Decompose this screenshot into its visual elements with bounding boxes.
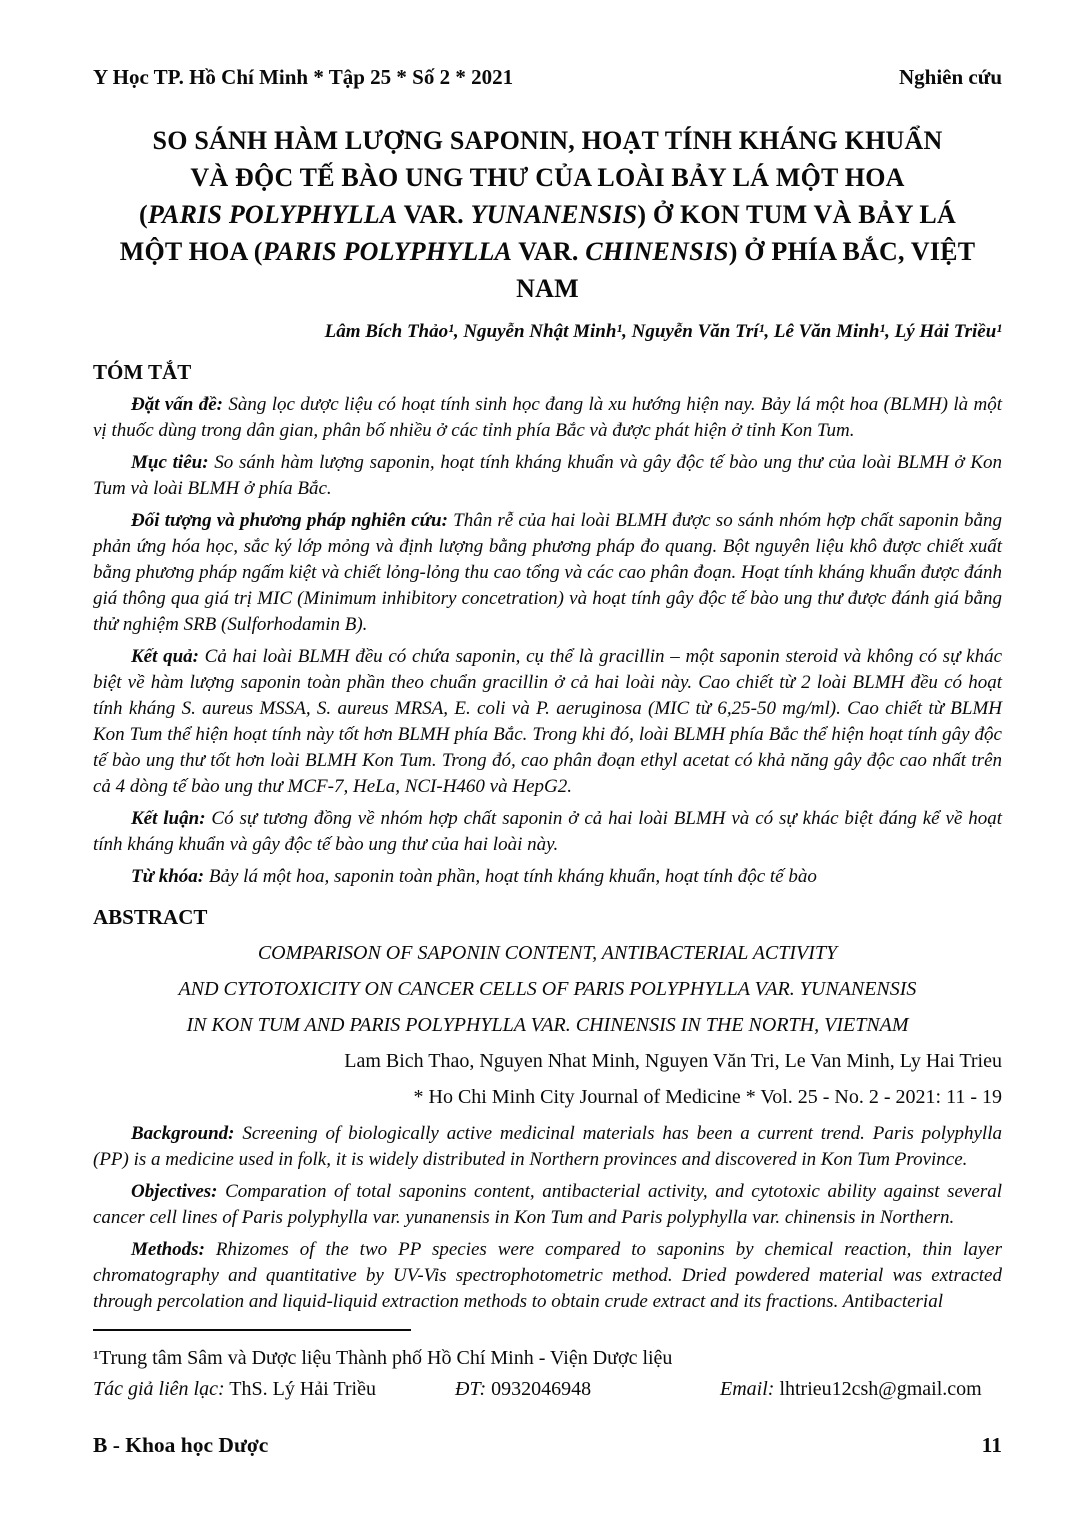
- authors-vietnamese: Lâm Bích Thảo¹, Nguyễn Nhật Minh¹, Nguyễn Văn Trí¹, Lê Văn Minh¹, Lý Hải Triều¹: [324, 321, 1002, 342]
- abstract-en-paragraph: Objectives: Comparation of total saponins content, antibacterial activity, and cytotoxic ability against several cancer cell lines of Paris polyphylla var. yunanensis in Kon Tum and Paris polyphylla var. chinensis in Northern.: [93, 1181, 1002, 1228]
- journal-citation-line: * Ho Chi Minh City Journal of Medicine * Vol. 25 - No. 2 - 2021: 11 - 19: [413, 1086, 1002, 1108]
- article-title-line4: MỘT HOA (PARIS POLYPHYLLA VAR. CHINENSIS) Ở PHÍA BẮC, VIỆT NAM: [119, 237, 976, 303]
- authors-english: Lam Bich Thao, Nguyen Nhat Minh, Nguyen Văn Tri, Le Van Minh, Ly Hai Trieu: [344, 1050, 1002, 1072]
- abstract-vn-paragraph: Kết quả: Cả hai loài BLMH đều có chứa saponin, cụ thể là gracillin – một saponin steroid và không có sự khác biệt về hàm lượng saponin toàn phần theo chuẩn gracillin ở cả hai loài này. Cao chiết từ 2 loài BLMH đều có hoạt tính kháng S. aureus MSSA, S. aureus MRSA, E. coli và P. aeruginosa (MIC từ 6,25-50 mg/ml). Cao chiết từ BLMH Kon Tum thể hiện hoạt tính này tốt hơn BLMH phía Bắc. Trong khi đó, loài BLMH phía Bắc thể hiện hoạt tính gây độc tế bào ung thư tốt hơn loài BLMH Kon Tum. Trong đó, cao phân đoạn ethyl acetat có khả năng gây độc cao nhất trên cả 4 dòng tế bào ung thư MCF-7, HeLa, NCI-H460 và HepG2.: [93, 646, 1002, 797]
- keywords-vn: Từ khóa: Bảy lá một hoa, saponin toàn phần, hoạt tính kháng khuẩn, hoạt tính độc tế bào: [131, 866, 817, 887]
- footnote-separator: [93, 1329, 411, 1331]
- footer-section-label: B - Khoa học Dược: [93, 1433, 269, 1457]
- contact-phone: ĐT: 0932046948: [455, 1378, 592, 1400]
- abstract-heading: ABSTRACT: [93, 905, 208, 929]
- en-title-line2: AND CYTOTOXICITY ON CANCER CELLS OF PARIS POLYPHYLLA VAR. YUNANENSIS: [178, 978, 917, 1000]
- tomtat-heading: TÓM TẮT: [93, 360, 192, 384]
- page-number: 11: [981, 1433, 1002, 1457]
- abstract-vn-paragraph: Kết luận: Có sự tương đồng về nhóm hợp chất saponin ở cả hai loài BLMH và có sự khác biệt đáng kể về hoạt tính kháng khuẩn và gây độc tế bào ung thư của hai loài này.: [93, 808, 1003, 855]
- article-title: [93, 122, 1002, 307]
- abstract-vn-paragraph: Đối tượng và phương pháp nghiên cứu: Thân rễ của hai loài BLMH được so sánh nhóm hợp chất saponin bằng phản ứng hóa học, sắc ký lớp mỏng và định lượng bằng phương pháp đo quang. Bột nguyên liệu khô được chiết xuất bằng phương pháp ngấm kiệt và chiết lỏng-lỏng thu cao tổng và các cao phân đoạn. Hoạt tính kháng khuẩn được đánh giá thông qua giá trị MIC (Minimum inhibitory concetration) và hoạt tính gây độc tế bào ung thư được đánh giá bằng thử nghiệm SRB (Sulforhodamin B).: [93, 510, 1003, 635]
- en-title-line3: IN KON TUM AND PARIS POLYPHYLLA VAR. CHINENSIS IN THE NORTH, VIETNAM: [186, 1014, 909, 1036]
- journal-header-left: Y Học TP. Hồ Chí Minh * Tập 25 * Số 2 * 2021: [93, 65, 514, 89]
- contact-author: Tác giả liên lạc: ThS. Lý Hải Triều: [93, 1378, 376, 1400]
- abstract-vn-paragraph: Mục tiêu: So sánh hàm lượng saponin, hoạt tính kháng khuẩn và gây độc tế bào ung thư của loài BLMH ở Kon Tum và loài BLMH ở phía Bắc.: [93, 452, 1002, 499]
- corresponding-author-row: [93, 1373, 1002, 1405]
- author-affiliation: ¹Trung tâm Sâm và Dược liệu Thành phố Hồ Chí Minh - Viện Dược liệu: [93, 1347, 673, 1369]
- abstract-en-paragraph: Background: Screening of biologically active medicinal materials has been a current trend. Paris polyphylla (PP) is a medicine used in folk, it is widely distributed in Northern provinces and discovered in Kon Tum Province.: [93, 1123, 1002, 1170]
- abstract-vn-paragraph: Đặt vấn đề: Sàng lọc dược liệu có hoạt tính sinh học đang là xu hướng hiện nay. Bảy lá một hoa (BLMH) là một vị thuốc dùng trong dân gian, phân bố nhiều ở các tỉnh phía Bắc và được phát hiện ở tỉnh Kon Tum.: [93, 394, 1002, 441]
- journal-header-right: Nghiên cứu: [898, 65, 1002, 89]
- contact-email: Email: lhtrieu12csh@gmail.com: [720, 1378, 982, 1400]
- article-title-line3: (PARIS POLYPHYLLA VAR. YUNANENSIS) Ở KON TUM VÀ BẢY LÁ: [139, 200, 956, 229]
- page-footer: [93, 1431, 1002, 1459]
- page-header: [93, 64, 1002, 90]
- abstract-en-paragraph: Methods: Rhizomes of the two PP species were compared to saponins by chemical reaction, thin layer chromatography and quantitative by UV-Vis spectrophotometric method. Dried powdered material was extracted through percolation and liquid-liquid extraction methods to obtain crude extract and its fractions. Antibacterial: [93, 1239, 1002, 1312]
- article-title-line1: SO SÁNH HÀM LƯỢNG SAPONIN, HOẠT TÍNH KHÁNG KHUẨN: [152, 126, 943, 155]
- en-title-line1: COMPARISON OF SAPONIN CONTENT, ANTIBACTERIAL ACTIVITY: [257, 942, 838, 964]
- article-title-line2: VÀ ĐỘC TẾ BÀO UNG THƯ CỦA LOÀI BẢY LÁ MỘT HOA: [190, 163, 905, 192]
- article-title-english: [93, 935, 1002, 1043]
